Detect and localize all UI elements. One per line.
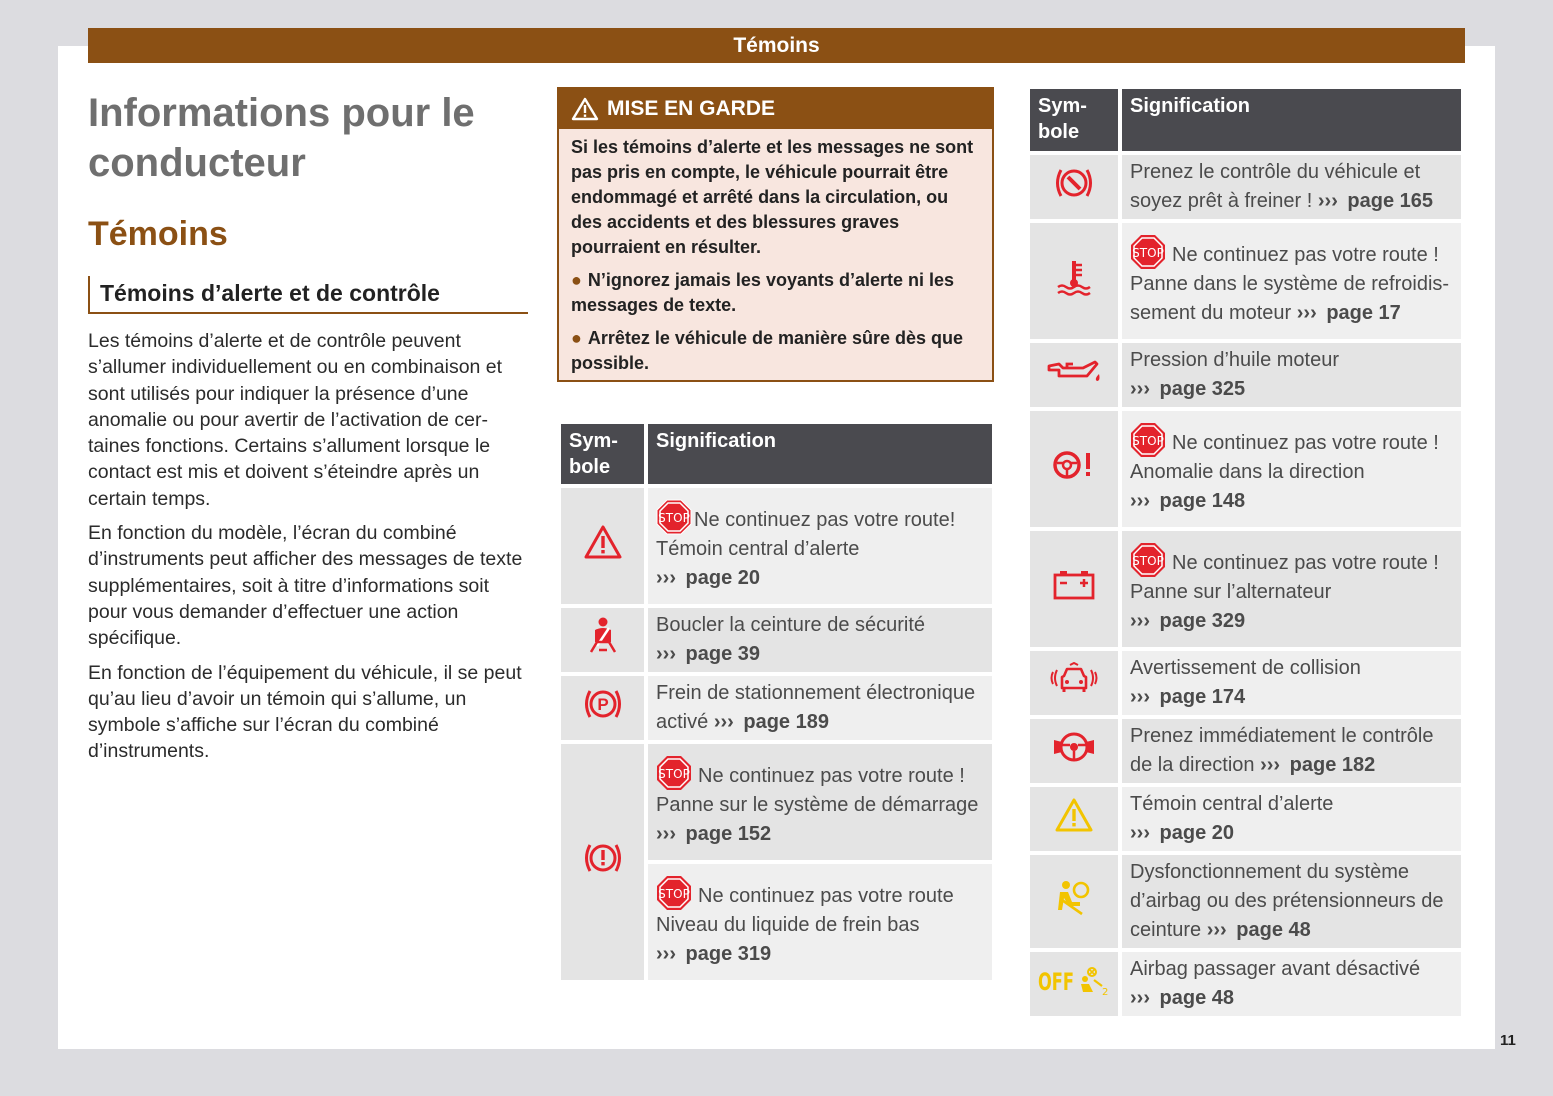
red-steering-fault-icon: [1030, 411, 1118, 527]
table-row: [1030, 343, 1461, 407]
warning-box: [557, 87, 994, 382]
warning-title: MISE EN GARDE: [607, 97, 776, 120]
symbol-table-left: [557, 420, 996, 984]
stop-sign-icon: [656, 755, 692, 791]
red-warning-triangle-icon: [561, 488, 644, 604]
table-row: [1030, 155, 1461, 219]
svg-text:STOP: STOP: [1132, 246, 1164, 260]
intro-column: [88, 88, 528, 765]
page-title: Informations pour le conducteur: [88, 91, 475, 185]
table-row: [1030, 719, 1461, 783]
warning-header: [559, 89, 992, 129]
row-meaning: STOP Ne continuez pas votre route ! Panne sur l’alternateur ››› page 329: [1122, 531, 1461, 647]
stop-sign-icon: [656, 875, 692, 911]
row-meaning: Prenez le contrôle du véhicule et soyez prêt à freiner ! ››› page 165: [1122, 155, 1461, 219]
page-ref[interactable]: ››› page 325: [1130, 378, 1246, 400]
stop-sign-icon: [656, 499, 692, 535]
table-header-row: [1030, 89, 1461, 151]
red-seatbelt-icon: [561, 608, 644, 672]
warning-text: Si les témoins d’alerte et les messages ne sont pas pris en compte, le véhicule pourrait être endommagé et arrêté dans la circulation, ou des accidents et des blessures graves pourraient en résulter.: [571, 137, 974, 257]
page-ref[interactable]: ››› page 48: [1206, 919, 1311, 941]
svg-text:STOP: STOP: [1132, 434, 1164, 448]
row-meaning: Pression d’huile moteur ››› page 325: [1122, 343, 1461, 407]
stop-sign-icon: [1130, 234, 1166, 270]
red-oil-pressure-icon: [1030, 343, 1118, 407]
page-ref[interactable]: ››› page 189: [713, 711, 829, 733]
stop-sign-icon: [1130, 542, 1166, 578]
red-collision-warning-icon: [1030, 651, 1118, 715]
table-row: [1030, 855, 1461, 948]
intro-paragraph-1: Les témoins d’alerte et de contrôle peuvent s’allumer individuellement ou en combinaison et sont utilisés pour indiquer la présence d’une anomalie ou pour avertir de l’activation de certaines fonctions. Certains s’allument lorsque le contact est mis et doivent s’éteindre après un certain temps.: [88, 330, 503, 510]
bullet-icon: ●: [571, 270, 582, 290]
header-meaning: Signification: [648, 424, 992, 484]
table-row: [1030, 952, 1461, 1016]
warning-body: [559, 129, 992, 376]
row-meaning: Boucler la ceinture de sécurité ››› page 39: [648, 608, 992, 672]
svg-text:P: P: [596, 694, 609, 714]
table-row: [561, 488, 992, 604]
page-ref[interactable]: ››› page 148: [1130, 490, 1246, 512]
header-symbol: Sym- bole: [561, 424, 644, 484]
red-battery-icon: [1030, 531, 1118, 647]
page-ref[interactable]: ››› page 182: [1260, 754, 1376, 776]
page-ref[interactable]: ››› page 329: [1130, 610, 1246, 632]
table-row: [1030, 411, 1461, 527]
page-ref[interactable]: ››› page 319: [656, 943, 772, 965]
row-meaning: Airbag passager avant désactivé ››› page 48: [1122, 952, 1461, 1016]
svg-text:2: 2: [1102, 986, 1109, 996]
page-ref[interactable]: ››› page 17: [1296, 302, 1401, 324]
page-ref[interactable]: ››› page 20: [1130, 822, 1235, 844]
svg-text:OFF: OFF: [1038, 967, 1074, 996]
red-hands-off-wheel-icon: [1030, 155, 1118, 219]
section-title: Témoins: [88, 215, 228, 253]
table-row: [1030, 651, 1461, 715]
yellow-warning-triangle-icon: [1030, 787, 1118, 851]
stop-sign-icon: [1130, 422, 1166, 458]
row-meaning: STOP Ne continuez pas votre route ! Anomalie dans la direction ››› page 148: [1122, 411, 1461, 527]
intro-paragraph-3: En fonction de l’équipement du véhicule, il se peut qu’au lieu d’avoir un témoin qui s’allume, un symbole s’affiche sur l’écran du combiné d’instruments.: [88, 661, 522, 763]
header-symbol: Sym- bole: [1030, 89, 1118, 151]
symbol-table-right: [1026, 85, 1465, 1020]
row-meaning: STOP Ne continuez pas votre route ! Panne dans le système de refroidissement du moteur ››› page 17: [1122, 223, 1461, 339]
page-banner: Témoins: [88, 28, 1465, 63]
red-parking-brake-icon: [561, 676, 644, 740]
row-meaning: Témoin central d’alerte ››› page 20: [1122, 787, 1461, 851]
page-ref[interactable]: ››› page 165: [1317, 190, 1434, 212]
page-ref[interactable]: ››› page 174: [1130, 686, 1246, 708]
page-ref[interactable]: ››› page 152: [656, 823, 772, 845]
svg-text:STOP: STOP: [658, 767, 690, 781]
row-meaning: STOP Ne continuez pas votre route! Témoin central d’alerte ››› page 20: [648, 488, 992, 604]
row-meaning: STOP Ne continuez pas votre route Niveau du liquide de frein bas ››› page 319: [648, 864, 992, 980]
intro-paragraph-2: En fonction du modèle, l’écran du combiné d’instruments peut afficher des messages de texte supplémentaires, soit à titre d’informations soit pour vous demander d’effectuer une action spécifique.: [88, 522, 523, 650]
warning-triangle-icon: [571, 97, 599, 121]
table-row: [561, 744, 992, 860]
header-meaning: Signification: [1122, 89, 1461, 151]
svg-text:STOP: STOP: [658, 511, 690, 525]
row-meaning: Frein de stationnement électronique activé ››› page 189: [648, 676, 992, 740]
table-row: [561, 676, 992, 740]
bullet-icon: ●: [571, 328, 582, 348]
warning-bullet: ● Arrêtez le véhicule de manière sûre dès que possible.: [571, 328, 964, 373]
row-meaning: Dysfonctionnement du système d’airbag ou des prétensionneurs de ceinture ››› page 48: [1122, 855, 1461, 948]
warning-bullet: ● N’ignorez jamais les voyants d’alerte ni les messages de texte.: [571, 270, 955, 315]
svg-text:STOP: STOP: [1132, 554, 1164, 568]
table-row: [1030, 531, 1461, 647]
red-coolant-temperature-icon: [1030, 223, 1118, 339]
table-row: [561, 608, 992, 672]
subsection-title: Témoins d’alerte et de contrôle: [88, 276, 528, 314]
page-number: 11: [1500, 1032, 1516, 1049]
red-take-control-steering-icon: [1030, 719, 1118, 783]
red-brake-system-icon: [561, 744, 644, 980]
yellow-passenger-airbag-off-icon: [1030, 952, 1118, 1016]
page-ref[interactable]: ››› page 39: [656, 643, 761, 665]
row-meaning: Avertissement de collision ››› page 174: [1122, 651, 1461, 715]
row-meaning: STOP Ne continuez pas votre route ! Panne sur le système de démarrage ››› page 152: [648, 744, 992, 860]
row-meaning: Prenez immédiatement le contrôle de la direction ››› page 182: [1122, 719, 1461, 783]
table-row: [1030, 223, 1461, 339]
svg-text:STOP: STOP: [658, 887, 690, 901]
table-row: [1030, 787, 1461, 851]
yellow-airbag-fault-icon: [1030, 855, 1118, 948]
page-ref[interactable]: ››› page 48: [1130, 987, 1235, 1009]
table-header-row: [561, 424, 992, 484]
page-ref[interactable]: ››› page 20: [656, 567, 761, 589]
